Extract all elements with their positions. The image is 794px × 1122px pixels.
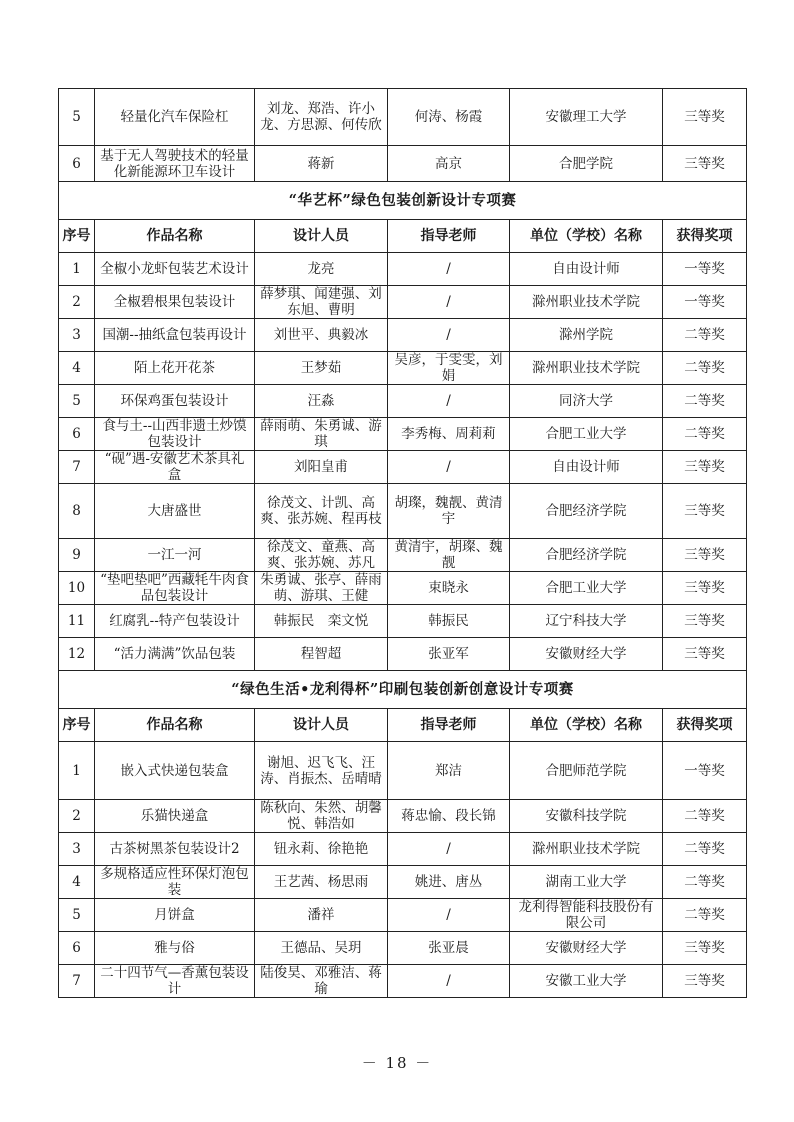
table-row xyxy=(59,146,747,182)
unit-name: 滁州职业技术学院 xyxy=(510,833,663,866)
row-number: 4 xyxy=(59,352,95,385)
table-row xyxy=(59,385,747,418)
table-row xyxy=(59,286,747,319)
unit-name: 合肥工业大学 xyxy=(510,572,663,605)
row-number: 7 xyxy=(59,965,95,998)
award: 三等奖 xyxy=(663,638,747,671)
designers: 陆俊昊、邓雅洁、蒋瑜 xyxy=(255,965,388,998)
row-number: 11 xyxy=(59,605,95,638)
unit-name: 合肥师范学院 xyxy=(510,742,663,800)
award: 一等奖 xyxy=(663,286,747,319)
unit-name: 自由设计师 xyxy=(510,253,663,286)
table-row xyxy=(59,451,747,484)
designers: 龙亮 xyxy=(255,253,388,286)
designers: 蒋新 xyxy=(255,146,388,182)
advisor: 何涛、杨霞 xyxy=(388,89,510,146)
designers: 刘世平、典毅冰 xyxy=(255,319,388,352)
unit-name: 辽宁科技大学 xyxy=(510,605,663,638)
work-name: 多规格适应性环保灯泡包装 xyxy=(95,866,255,899)
advisor: / xyxy=(388,385,510,418)
row-number: 3 xyxy=(59,319,95,352)
section-title-row xyxy=(59,182,747,220)
award: 二等奖 xyxy=(663,319,747,352)
advisor: 李秀梅、周莉莉 xyxy=(388,418,510,451)
work-name: 陌上花开花茶 xyxy=(95,352,255,385)
row-number: 6 xyxy=(59,146,95,182)
column-header: 单位（学校）名称 xyxy=(510,709,663,742)
award: 三等奖 xyxy=(663,605,747,638)
award: 二等奖 xyxy=(663,800,747,833)
section-title-row xyxy=(59,671,747,709)
column-header: 作品名称 xyxy=(95,709,255,742)
header-row xyxy=(59,709,747,742)
page-number: － 18 － xyxy=(361,1054,433,1072)
unit-name: 安徽科技学院 xyxy=(510,800,663,833)
table-row xyxy=(59,605,747,638)
advisor: 束晓永 xyxy=(388,572,510,605)
awards-table xyxy=(58,88,747,998)
unit-name: 合肥经济学院 xyxy=(510,484,663,539)
row-number: 12 xyxy=(59,638,95,671)
column-header: 获得奖项 xyxy=(663,220,747,253)
table-row xyxy=(59,638,747,671)
row-number: 9 xyxy=(59,539,95,572)
award: 二等奖 xyxy=(663,385,747,418)
advisor: 高京 xyxy=(388,146,510,182)
work-name: 红腐乳--特产包装设计 xyxy=(95,605,255,638)
unit-name: 合肥经济学院 xyxy=(510,539,663,572)
designers: 徐茂文、计凯、高爽、张苏婉、程再枝 xyxy=(255,484,388,539)
award: 二等奖 xyxy=(663,352,747,385)
unit-name: 同济大学 xyxy=(510,385,663,418)
designers: 潘祥 xyxy=(255,899,388,932)
award: 三等奖 xyxy=(663,572,747,605)
work-name: 古茶树黑茶包装设计2 xyxy=(95,833,255,866)
award: 二等奖 xyxy=(663,833,747,866)
advisor: 韩振民 xyxy=(388,605,510,638)
advisor: / xyxy=(388,899,510,932)
advisor: / xyxy=(388,965,510,998)
work-name: 二十四节气—香薰包装设计 xyxy=(95,965,255,998)
award: 三等奖 xyxy=(663,965,747,998)
row-number: 5 xyxy=(59,89,95,146)
row-number: 3 xyxy=(59,833,95,866)
row-number: 7 xyxy=(59,451,95,484)
award: 三等奖 xyxy=(663,484,747,539)
unit-name: 安徽财经大学 xyxy=(510,932,663,965)
column-header: 序号 xyxy=(59,709,95,742)
advisor: 张亚晨 xyxy=(388,932,510,965)
row-number: 5 xyxy=(59,385,95,418)
column-header: 作品名称 xyxy=(95,220,255,253)
designers: 汪淼 xyxy=(255,385,388,418)
row-number: 6 xyxy=(59,418,95,451)
designers: 薛雨萌、朱勇诚、游琪 xyxy=(255,418,388,451)
row-number: 5 xyxy=(59,899,95,932)
row-number: 2 xyxy=(59,286,95,319)
row-number: 4 xyxy=(59,866,95,899)
designers: 刘龙、郑浩、许小龙、方思源、何传欣 xyxy=(255,89,388,146)
row-number: 1 xyxy=(59,742,95,800)
work-name: 嵌入式快递包装盒 xyxy=(95,742,255,800)
designers: 朱勇诚、张亭、薛雨萌、游琪、王健 xyxy=(255,572,388,605)
unit-name: 合肥工业大学 xyxy=(510,418,663,451)
work-name: 月饼盒 xyxy=(95,899,255,932)
table-row xyxy=(59,89,747,146)
advisor: 蒋忠愉、段长锦 xyxy=(388,800,510,833)
work-name: 食与土--山西非遗土炒馍包装设计 xyxy=(95,418,255,451)
table-row xyxy=(59,866,747,899)
table-row xyxy=(59,484,747,539)
table-row xyxy=(59,742,747,800)
table-row xyxy=(59,352,747,385)
work-name: 乐猫快递盒 xyxy=(95,800,255,833)
advisor: / xyxy=(388,451,510,484)
award: 一等奖 xyxy=(663,253,747,286)
award: 三等奖 xyxy=(663,451,747,484)
column-header: 获得奖项 xyxy=(663,709,747,742)
row-number: 6 xyxy=(59,932,95,965)
table-row xyxy=(59,418,747,451)
advisor: / xyxy=(388,833,510,866)
section-title: “绿色生活•龙利得杯”印刷包装创新创意设计专项赛 xyxy=(59,671,747,709)
table-row xyxy=(59,932,747,965)
unit-name: 龙利得智能科技股份有限公司 xyxy=(510,899,663,932)
designers: 王德品、吴玥 xyxy=(255,932,388,965)
row-number: 8 xyxy=(59,484,95,539)
advisor: 郑洁 xyxy=(388,742,510,800)
table-row xyxy=(59,572,747,605)
column-header: 指导老师 xyxy=(388,220,510,253)
advisor: 姚进、唐丛 xyxy=(388,866,510,899)
designers: 韩振民 栾文悦 xyxy=(255,605,388,638)
advisor: 张亚军 xyxy=(388,638,510,671)
designers: 王梦茹 xyxy=(255,352,388,385)
section-title: “华艺杯”绿色包装创新设计专项赛 xyxy=(59,182,747,220)
unit-name: 滁州职业技术学院 xyxy=(510,352,663,385)
designers: 王艺茜、杨思雨 xyxy=(255,866,388,899)
unit-name: 安徽财经大学 xyxy=(510,638,663,671)
award: 二等奖 xyxy=(663,418,747,451)
work-name: 轻量化汽车保险杠 xyxy=(95,89,255,146)
advisor: / xyxy=(388,253,510,286)
designers: 徐茂文、童燕、高爽、张苏婉、苏凡 xyxy=(255,539,388,572)
unit-name: 安徽理工大学 xyxy=(510,89,663,146)
advisor: 吴彦，于雯雯，刘娟 xyxy=(388,352,510,385)
unit-name: 湖南工业大学 xyxy=(510,866,663,899)
column-header: 设计人员 xyxy=(255,709,388,742)
award: 二等奖 xyxy=(663,866,747,899)
unit-name: 滁州职业技术学院 xyxy=(510,286,663,319)
header-row xyxy=(59,220,747,253)
award: 三等奖 xyxy=(663,932,747,965)
table-row xyxy=(59,319,747,352)
work-name: 全椒碧根果包装设计 xyxy=(95,286,255,319)
row-number: 2 xyxy=(59,800,95,833)
work-name: 国潮--抽纸盒包装再设计 xyxy=(95,319,255,352)
designers: 刘阳皇甫 xyxy=(255,451,388,484)
advisor: / xyxy=(388,319,510,352)
table-row xyxy=(59,800,747,833)
row-number: 1 xyxy=(59,253,95,286)
unit-name: 合肥学院 xyxy=(510,146,663,182)
table-row xyxy=(59,539,747,572)
unit-name: 自由设计师 xyxy=(510,451,663,484)
advisor: / xyxy=(388,286,510,319)
table-row xyxy=(59,965,747,998)
award: 三等奖 xyxy=(663,89,747,146)
work-name: “活力满满”饮品包装 xyxy=(95,638,255,671)
column-header: 序号 xyxy=(59,220,95,253)
work-name: 环保鸡蛋包装设计 xyxy=(95,385,255,418)
work-name: 雅与俗 xyxy=(95,932,255,965)
column-header: 单位（学校）名称 xyxy=(510,220,663,253)
award: 三等奖 xyxy=(663,146,747,182)
advisor: 黄清宇，胡璨、魏靓 xyxy=(388,539,510,572)
work-name: “砚”遇-安徽艺术茶具礼盒 xyxy=(95,451,255,484)
table-row xyxy=(59,253,747,286)
award: 二等奖 xyxy=(663,899,747,932)
award: 三等奖 xyxy=(663,539,747,572)
table-row xyxy=(59,899,747,932)
designers: 陈秋向、朱然、胡馨悦、韩浩如 xyxy=(255,800,388,833)
work-name: “垫吧垫吧”西藏牦牛肉食品包装设计 xyxy=(95,572,255,605)
work-name: 基于无人驾驶技术的轻量化新能源环卫车设计 xyxy=(95,146,255,182)
advisor: 胡璨，魏靓、黄清宇 xyxy=(388,484,510,539)
work-name: 一江一河 xyxy=(95,539,255,572)
row-number: 10 xyxy=(59,572,95,605)
designers: 谢旭、迟飞飞、汪涛、肖振杰、岳晴晴 xyxy=(255,742,388,800)
work-name: 全椒小龙虾包装艺术设计 xyxy=(95,253,255,286)
award: 一等奖 xyxy=(663,742,747,800)
column-header: 指导老师 xyxy=(388,709,510,742)
designers: 薛梦琪、闻建强、刘东旭、曹明 xyxy=(255,286,388,319)
table-row xyxy=(59,833,747,866)
unit-name: 滁州学院 xyxy=(510,319,663,352)
designers: 钮永莉、徐艳艳 xyxy=(255,833,388,866)
unit-name: 安徽工业大学 xyxy=(510,965,663,998)
column-header: 设计人员 xyxy=(255,220,388,253)
designers: 程智超 xyxy=(255,638,388,671)
work-name: 大唐盛世 xyxy=(95,484,255,539)
